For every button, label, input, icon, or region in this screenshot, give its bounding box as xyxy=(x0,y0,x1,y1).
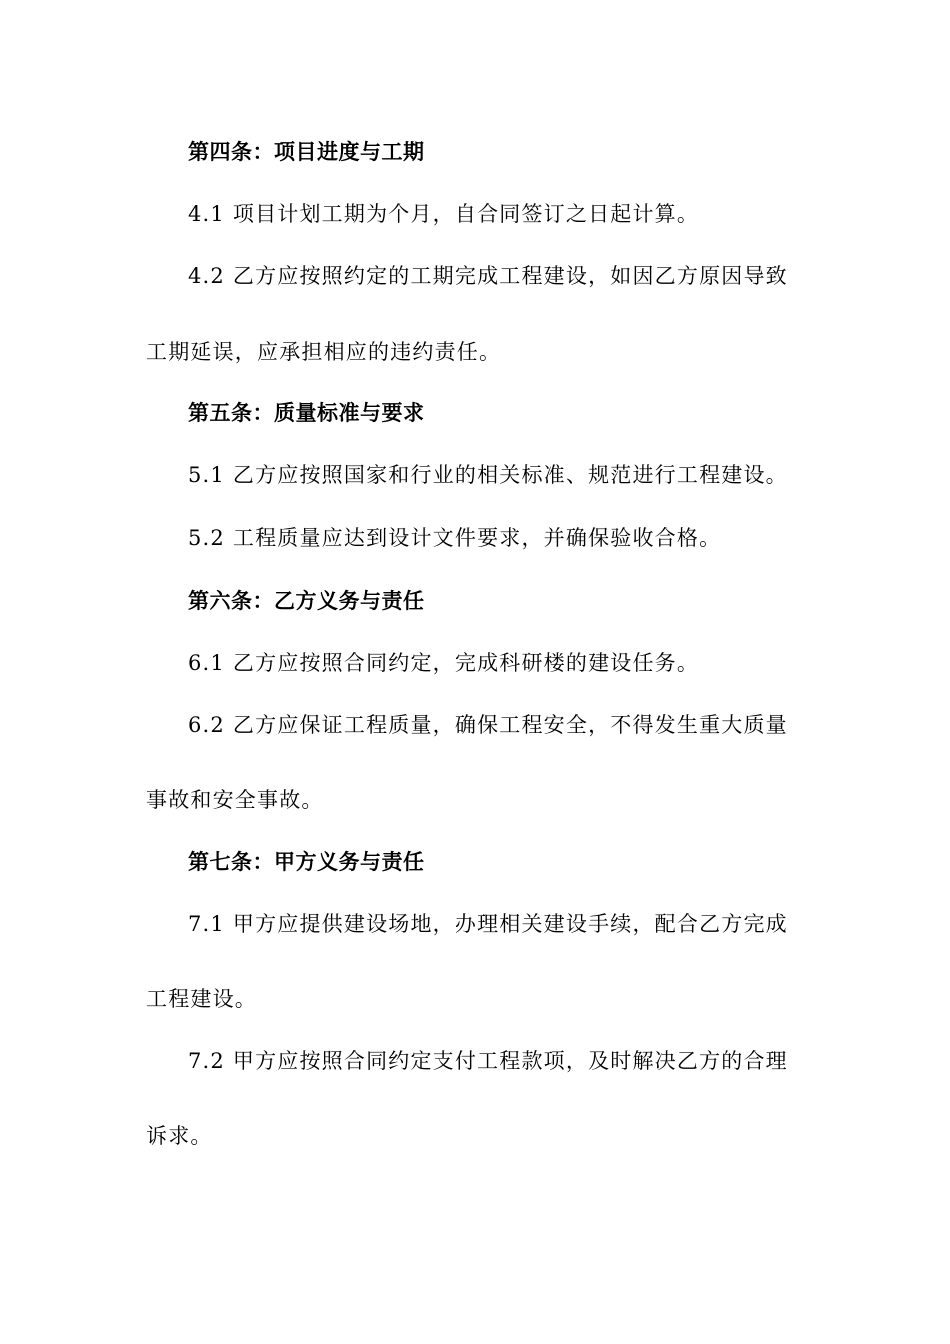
clause-4-2-line-2: 工期延误，应承担相应的违约责任。 xyxy=(146,340,502,364)
section-heading-5: 第五条：质量标准与要求 xyxy=(188,401,425,425)
section-heading-6: 第六条：乙方义务与责任 xyxy=(188,589,425,613)
clause-6-1: 6.1 乙方应按照合同约定，完成科研楼的建设任务。 xyxy=(188,651,700,675)
clause-6-2-line-2: 事故和安全事故。 xyxy=(146,788,324,812)
clause-4-2-line-1: 4.2 乙方应按照约定的工期完成工程建设，如因乙方原因导致 xyxy=(188,264,788,288)
clause-5-1: 5.1 乙方应按照国家和行业的相关标准、规范进行工程建设。 xyxy=(188,463,788,487)
clause-7-1-line-2: 工程建设。 xyxy=(146,987,257,1011)
clause-7-2-line-1: 7.2 甲方应按照合同约定支付工程款项，及时解决乙方的合理 xyxy=(188,1049,788,1073)
section-heading-7: 第七条：甲方义务与责任 xyxy=(188,850,425,874)
clause-6-2-line-1: 6.2 乙方应保证工程质量，确保工程安全，不得发生重大质量 xyxy=(188,713,788,737)
clause-4-1: 4.1 项目计划工期为个月，自合同签订之日起计算。 xyxy=(188,202,700,226)
clause-7-1-line-1: 7.1 甲方应提供建设场地，办理相关建设手续，配合乙方完成 xyxy=(188,912,788,936)
clause-5-2: 5.2 工程质量应达到设计文件要求，并确保验收合格。 xyxy=(188,526,722,550)
clause-7-2-line-2: 诉求。 xyxy=(146,1124,213,1148)
section-heading-4: 第四条：项目进度与工期 xyxy=(188,140,425,164)
